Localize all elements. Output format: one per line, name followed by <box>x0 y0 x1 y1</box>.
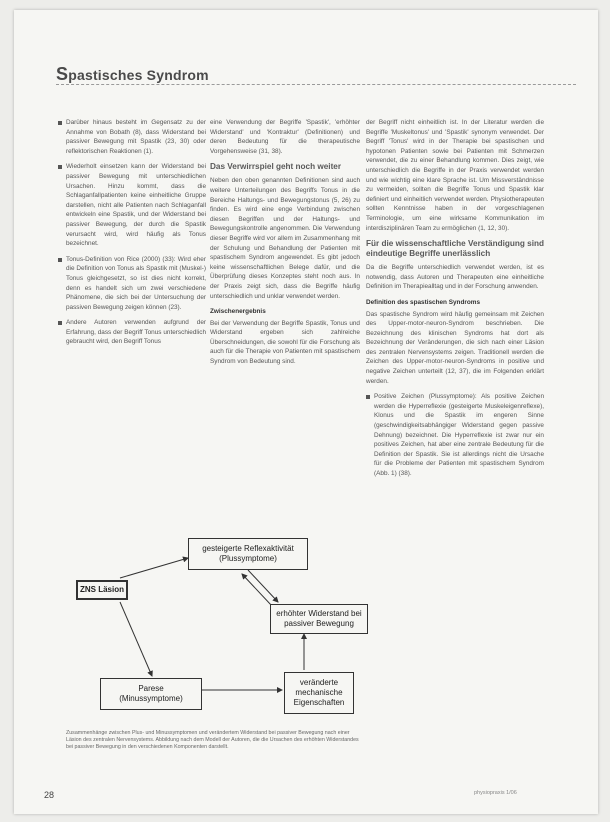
box-mech-line3: Eigenschaften <box>293 698 345 707</box>
arrow-reflex-to-resistance <box>248 570 278 602</box>
col1-bullet-1: Darüber hinaus besteht im Gegensatz zu der Annahme von Bobath (8), dass Widerstand bei passiver Bewegung mit Spastik (23, 30) oder reflektorischen Reaktionen (1). <box>58 118 206 156</box>
figure-caption: Zusammenhänge zwischen Plus- und Minussymptomen und verändertem Widerstand bei passiver Bewegung nach einer Läsion des zentralen Nervensystems. Abbildung nach dem Modell der Autoren, die die Ursachen des erhöhten Widerstandes bei passiver Bewegung in den verschiedenen Komponenten darstellt. <box>66 730 359 750</box>
col2-paragraph-3: Bei der Verwendung der Begriffe Spastik, Tonus und Widerstand ergeben sich zahlreiche Überschneidungen, die sowohl für die Forschung als auch für die Therapie von Patienten mit spastischem Syndrom von Bedeutung sind. <box>210 319 360 366</box>
page-title <box>56 64 209 85</box>
column-2 <box>210 118 360 373</box>
col2-paragraph-1: eine Verwendung der Begriffe 'Spastik', 'erhöhter Widerstand' und 'Kontraktur' (Definitionen) und deren Bedeutung für die therapeutische Vorgehensweise (31, 38). <box>210 119 360 155</box>
col1-bullet-4: Andere Autoren verwenden aufgrund der Erfahrung, dass der Begriff Tonus unterschiedlich gebraucht wird, den Begriff Tonus <box>58 318 206 347</box>
box-zns-lesion <box>76 580 128 600</box>
footer-journal: physiopraxis 1/06 <box>474 790 517 796</box>
col2-minihead: Zwischenergebnis <box>210 308 266 316</box>
box-mech-line2: mechanische <box>295 688 343 697</box>
col3-bullet-positive: Positive Zeichen (Plussymptome): Als positive Zeichen werden die Hyperreflexie (gesteigerte Muskeleigenreflexe), Klonus und die Spastik im engeren Sinne (geschwindigkeitsabhängiger Widerstand gegen passive Dehnung) bezeichnet. Die Hyperreflexie ist zwar nur ein positives Zeichen, hat aber eine zentrale Bedeutung für die Definition der Spastik. Sie ist allerdings nicht die Ursache für die Probleme der Patienten mit spastischem Syndrom (Abb. 1) (38). <box>366 392 544 478</box>
box-reflex-line2: (Plussymptome) <box>219 554 277 563</box>
box-resist-line2: passiver Bewegung <box>284 619 354 628</box>
title-initial: S <box>56 64 69 84</box>
column-1 <box>58 118 206 353</box>
box-parese <box>100 678 202 710</box>
col2-subheading: Das Verwirrspiel geht noch weiter <box>210 162 342 172</box>
arrow-zns-to-reflex <box>120 558 188 578</box>
box-parese-line2: (Minussymptome) <box>119 694 183 703</box>
box-zns-label: ZNS Läsion <box>79 585 124 594</box>
box-mech-line1: veränderte <box>299 678 339 687</box>
box-increased-resistance <box>270 604 368 634</box>
document-page <box>14 10 598 814</box>
box-resist-line1: erhöhter Widerstand bei <box>276 609 362 618</box>
title-rest: pastisches Syndrom <box>68 67 209 83</box>
col3-paragraph-1: der Begriff nicht einheitlich ist. In der Literatur werden die Begriffe 'Muskeltonus' und 'Spastik' synonym verwendet. Der Begriff 'Tonus' wird in der Therapie bei spastischen und hypotonen Patienten sowie bei Patienten mit Schmerzen verwendet, die zu einer Behandlung kommen. Dies zeigt, wie unterschiedlich die Begriffe in der Praxis verwendet werden und wie wichtig eine klare Sprache ist. Um Missverständnisse zu vermeiden, sollten die Begriffe Tonus und Spastik klar definiert und einheitlich verwendet werden. Physiotherapeuten sollten Kenntnisse haben in der vorgeschlagenen Terminologie, um eine wirksame Kommunikation im interdisziplinären Team zu ermöglichen (1, 12, 30). <box>366 119 544 232</box>
col3-subheading: Für die wissenschaftliche Verständigung sind eindeutige Begriffe unerlässlich <box>366 239 544 259</box>
col1-bullet-2: Wiederholt einsetzen kann der Widerstand bei passiver Bewegung mit unterschiedlichen Ursachen. Hinzu kommt, dass die Schlaganfallpatienten keine einheitliche Gruppe darstellen, nicht alle Patienten nach Schlaganfall entwickeln eine Spastik, und der Widerstand bei passiver Bewegung, der durch die Spastik verursacht wird, wird häufig als Tonus bezeichnet. <box>58 162 206 248</box>
box-reflex-line1: gesteigerte Reflexaktivität <box>202 544 294 553</box>
header-rule <box>56 84 576 85</box>
box-parese-line1: Parese <box>138 684 164 693</box>
col3-paragraph-2: Da die Begriffe unterschiedlich verwendet werden, ist es notwendig, dass Autoren und Therapeuten eine einheitliche Definition im Therapiealltag und in der Forschung anwenden. <box>366 264 544 291</box>
arrow-resistance-to-reflex <box>242 574 272 606</box>
box-mechanical-properties <box>284 672 354 714</box>
arrow-zns-to-parese <box>120 602 152 676</box>
column-3 <box>366 118 544 485</box>
col1-bullet-3: Tonus-Definition von Rice (2000) (33): Wird eher die Definition von Tonus als Spastik mit (Muskel-) Tonus gleichgesetzt, so ist dies nicht korrekt, denn es handelt sich um zwei verschiedene Phänomene, die sich bei der Untersuchung der passiven Bewegung zeigen können (23). <box>58 255 206 313</box>
page-number: 28 <box>44 790 55 800</box>
flow-diagram <box>72 520 372 725</box>
col3-paragraph-3: Das spastische Syndrom wird häufig gemeinsam mit Zeichen des Upper-motor-neuron-Syndrom beschrieben. Die Bezeichnung des klinischen Syndroms hat dort als Bezeichnung der Veränderungen, die sich nach einer Läsion des zentralen Nervensystems zeigen. Traditionell werden die Zeichen des Upper-motor-neuron-Syndroms in positive und negative Zeichen unterteilt (12, 37), die im Folgenden erklärt werden. <box>366 310 544 385</box>
box-reflex-activity <box>188 538 308 570</box>
col3-minihead: Definition des spastischen Syndroms <box>366 298 480 306</box>
col2-paragraph-2: Neben den oben genannten Definitionen sind auch weitere Unterteilungen des Begriffs Tonus in die Bereiche Haltungs- und Bewegungstonus (5, 26) zu finden. Es wird eine enge Verbindung zwischen diesen Begriffen und der Haltungs- und Bewegungskontrolle angenommen. Die Verwendung dieser Begriffe wird vor allem im Zusammenhang mit der Schulung und Behandlung der Patienten mit spastischem Syndrom angewendet. Es gibt jedoch keine wissenschaftlichen Belege dafür, und die Überprüfung dieses Konzeptes steht noch aus. In der Praxis zeigt sich, dass die Begriffe häufig unterschiedlich und unklar verwendet werden. <box>210 177 360 300</box>
